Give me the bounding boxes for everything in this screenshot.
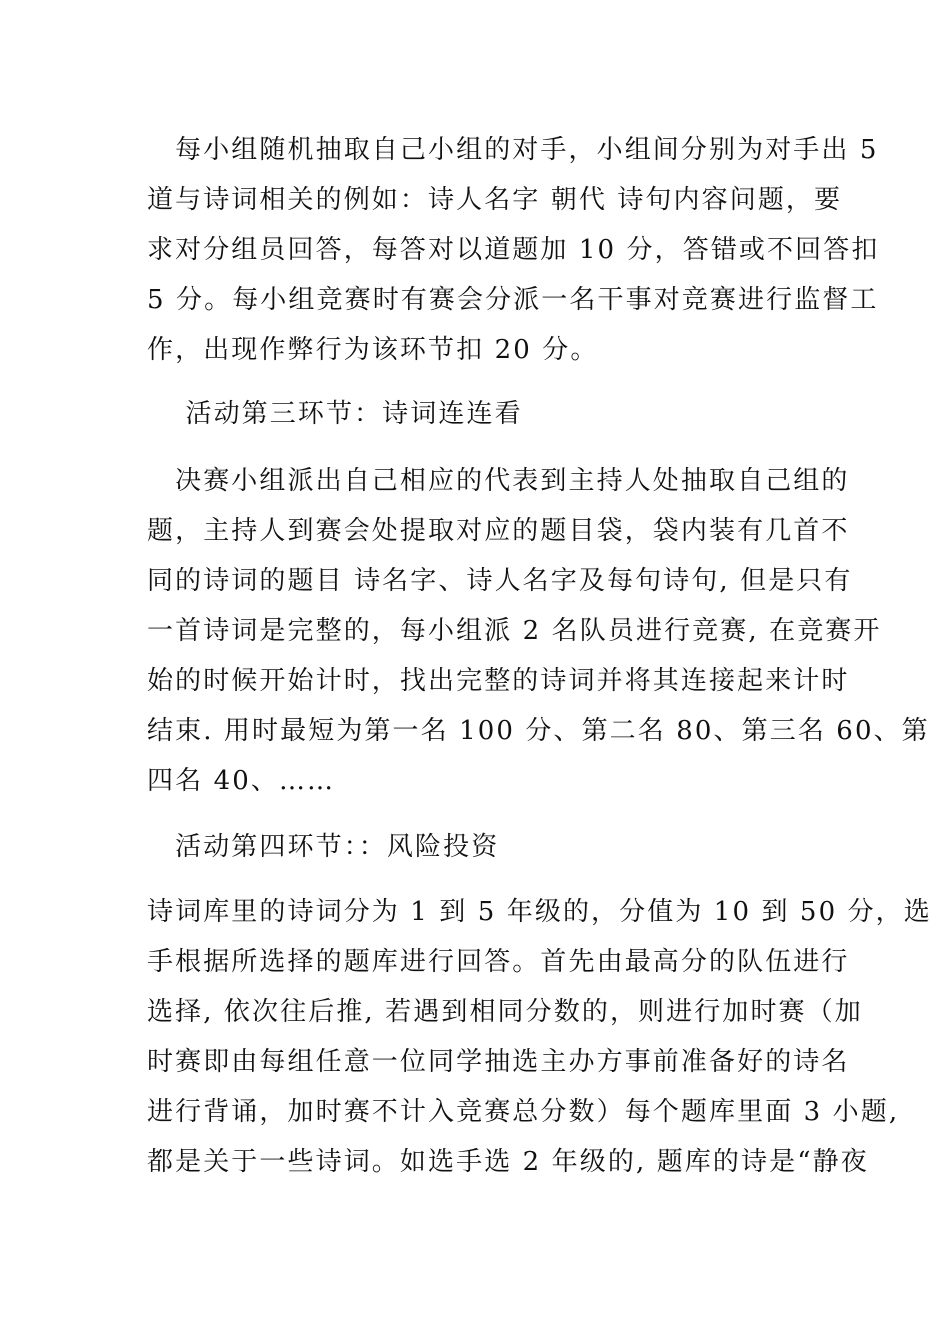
text-line: 都是关于一些诗词。如选手选 2 年级的, 题库的诗是“静夜 (147, 1147, 869, 1177)
text-line: 同的诗词的题目 诗名字、诗人名字及每句诗句, 但是只有 (147, 566, 853, 596)
text-line: 始的时候开始计时，找出完整的诗词并将其连接起来计时 (147, 666, 850, 696)
text-line: 时赛即由每组任意一位同学抽选主办方事前准备好的诗名 (147, 1047, 850, 1077)
text-line: 作，出现作弊行为该环节扣 20 分。 (147, 335, 599, 365)
text-line: 手根据所选择的题库进行回答。首先由最高分的队伍进行 (147, 947, 850, 977)
text-line: 进行背诵，加时赛不计入竞赛总分数）每个题库里面 3 小题, (147, 1097, 900, 1127)
text-line: 5 分。每小组竞赛时有赛会分派一名干事对竞赛进行监督工 (147, 285, 879, 315)
text-line: 每小组随机抽取自己小组的对手，小组间分别为对手出 5 (147, 135, 879, 165)
text-line: 结束. 用时最短为第一名 100 分、第二名 80、第三名 60、第 (147, 716, 930, 746)
text-line: 道与诗词相关的例如：诗人名字 朝代 诗句内容问题，要 (147, 185, 843, 215)
text-line: 四名 40、…… (147, 766, 336, 796)
section-heading: 活动第三环节：诗词连连看 (147, 399, 523, 429)
text-line: 求对分组员回答，每答对以道题加 10 分，答错或不回答扣 (147, 235, 880, 265)
text-line: 选择, 依次往后推, 若遇到相同分数的，则进行加时赛（加 (147, 997, 863, 1027)
text-line: 决赛小组派出自己相应的代表到主持人处抽取自己组的 (147, 466, 850, 496)
section-heading: 活动第四环节：：风险投资 (147, 832, 500, 862)
text-line: 诗词库里的诗词分为 1 到 5 年级的，分值为 10 到 50 分，选 (147, 897, 932, 927)
text-line: 题，主持人到赛会处提取对应的题目袋，袋内装有几首不 (147, 516, 850, 546)
text-line: 一首诗词是完整的，每小组派 2 名队员进行竞赛, 在竞赛开 (147, 616, 882, 646)
